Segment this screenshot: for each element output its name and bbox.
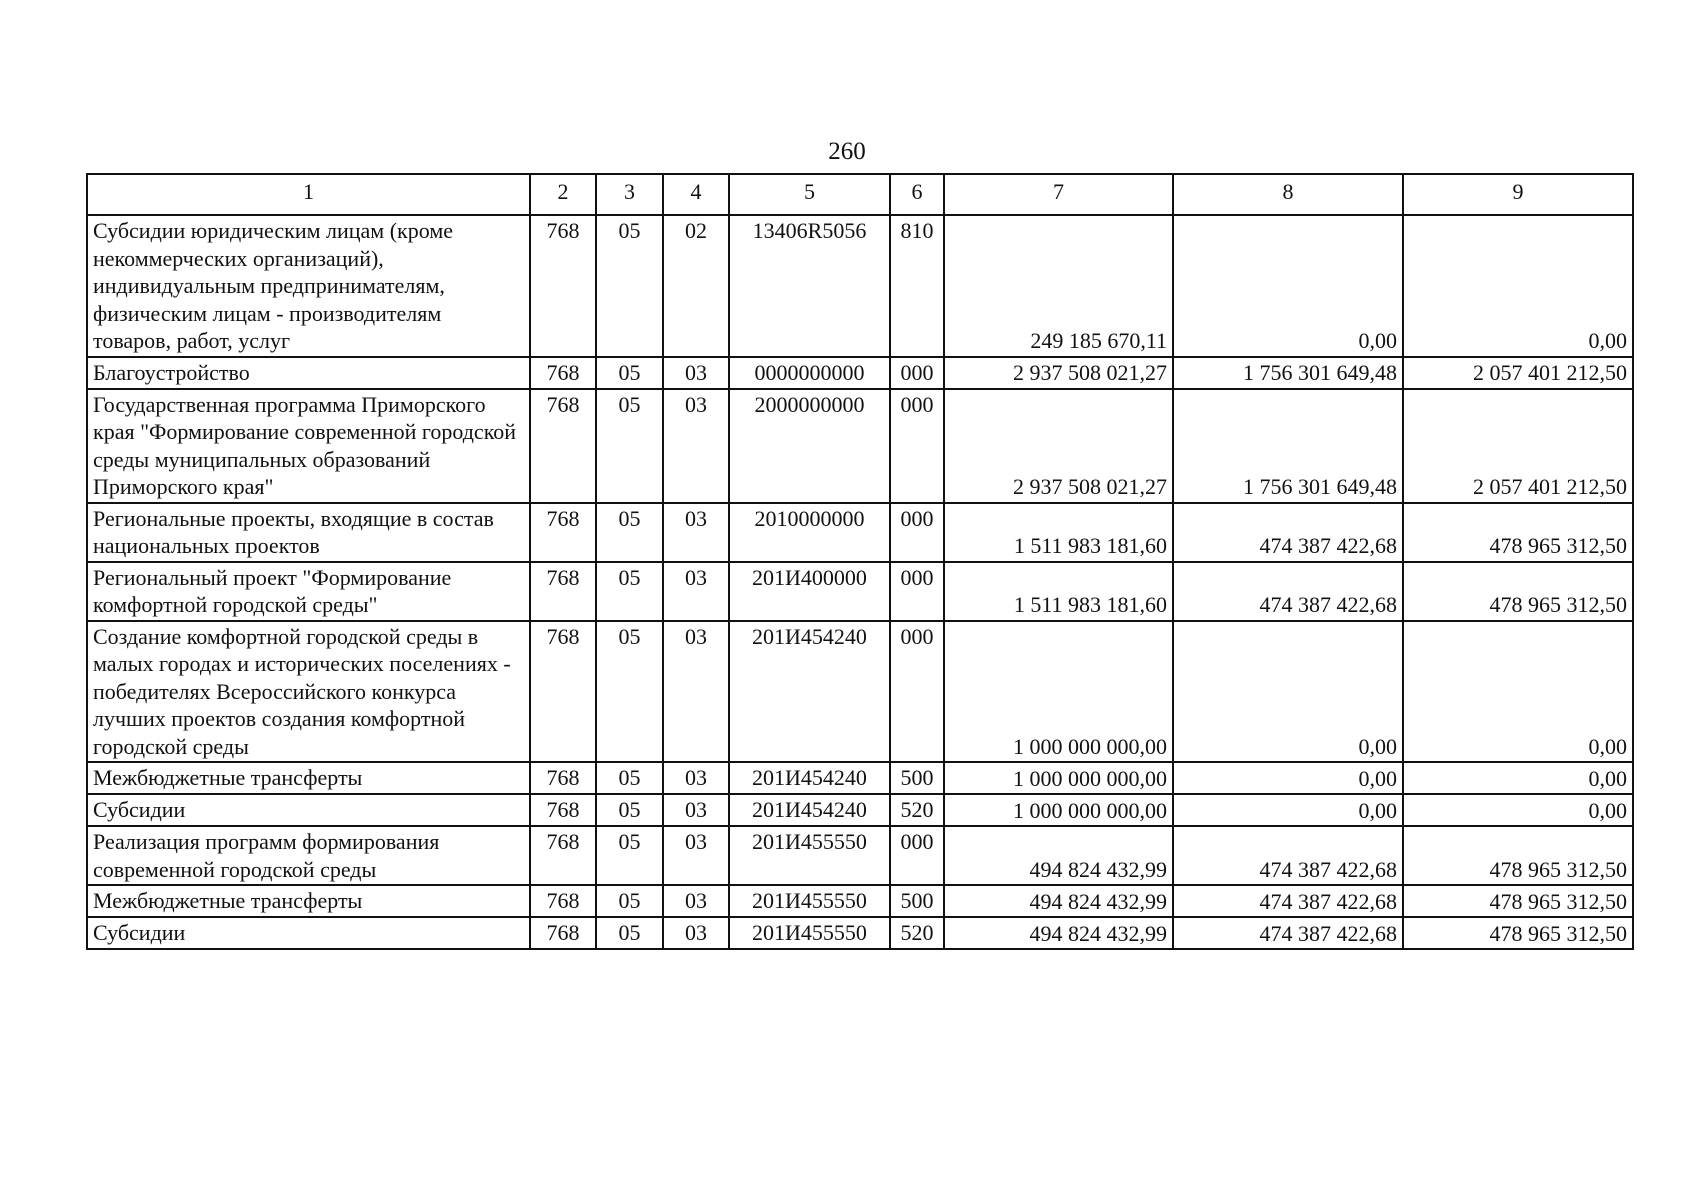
expense-type-cell: 500: [890, 762, 944, 794]
table-row: [87, 885, 1633, 917]
expense-type-cell: 000: [890, 503, 944, 562]
subsection-code-cell: 03: [663, 794, 729, 826]
table-row: [87, 917, 1633, 949]
expense-type-cell: 500: [890, 885, 944, 917]
column-header: 8: [1173, 174, 1403, 215]
table-row: [87, 562, 1633, 621]
amount-col8-cell: 474 387 422,68: [1173, 503, 1403, 562]
table-row: [87, 794, 1633, 826]
table-header-row: [87, 174, 1633, 215]
table-row: [87, 357, 1633, 389]
column-header: 4: [663, 174, 729, 215]
table-row: [87, 503, 1633, 562]
expense-type-cell: 000: [890, 621, 944, 763]
amount-col7-cell: 1 511 983 181,60: [944, 562, 1173, 621]
amount-col8-cell: 1 756 301 649,48: [1173, 357, 1403, 389]
amount-col8-cell: 0,00: [1173, 762, 1403, 794]
section-code-cell: 05: [596, 357, 663, 389]
table-row: [87, 215, 1633, 357]
section-code-cell: 05: [596, 917, 663, 949]
target-article-cell: 0000000000: [729, 357, 890, 389]
admin-code-cell: 768: [530, 826, 596, 885]
amount-col9-cell: 478 965 312,50: [1403, 885, 1633, 917]
subsection-code-cell: 03: [663, 562, 729, 621]
amount-col8-cell: 474 387 422,68: [1173, 885, 1403, 917]
section-code-cell: 05: [596, 885, 663, 917]
section-code-cell: 05: [596, 826, 663, 885]
column-header: 5: [729, 174, 890, 215]
amount-col7-cell: 2 937 508 021,27: [944, 389, 1173, 503]
admin-code-cell: 768: [530, 503, 596, 562]
target-article-cell: 2010000000: [729, 503, 890, 562]
amount-col7-cell: 2 937 508 021,27: [944, 357, 1173, 389]
amount-col8-cell: 0,00: [1173, 621, 1403, 763]
table-row: [87, 826, 1633, 885]
expense-type-cell: 000: [890, 389, 944, 503]
admin-code-cell: 768: [530, 562, 596, 621]
amount-col7-cell: 494 824 432,99: [944, 917, 1173, 949]
column-header: 6: [890, 174, 944, 215]
row-name-cell: Субсидии: [87, 794, 530, 826]
target-article-cell: 201И455550: [729, 917, 890, 949]
amount-col8-cell: 474 387 422,68: [1173, 826, 1403, 885]
subsection-code-cell: 03: [663, 503, 729, 562]
table-row: [87, 389, 1633, 503]
section-code-cell: 05: [596, 215, 663, 357]
amount-col7-cell: 1 000 000 000,00: [944, 794, 1173, 826]
amount-col9-cell: 478 965 312,50: [1403, 503, 1633, 562]
admin-code-cell: 768: [530, 621, 596, 763]
target-article-cell: 201И454240: [729, 621, 890, 763]
amount-col9-cell: 0,00: [1403, 762, 1633, 794]
section-code-cell: 05: [596, 794, 663, 826]
subsection-code-cell: 02: [663, 215, 729, 357]
expense-type-cell: 000: [890, 357, 944, 389]
amount-col9-cell: 478 965 312,50: [1403, 826, 1633, 885]
target-article-cell: 201И400000: [729, 562, 890, 621]
row-name-cell: Государственная программа Приморского края "Формирование современной городской среды муниципальных образований Приморского края": [87, 389, 530, 503]
expense-type-cell: 520: [890, 917, 944, 949]
row-name-cell: Региональный проект "Формирование комфортной городской среды": [87, 562, 530, 621]
row-name-cell: Субсидии юридическим лицам (кроме некоммерческих организаций), индивидуальным предпринимателям, физическим лицам - производителям товаров, работ, услуг: [87, 215, 530, 357]
admin-code-cell: 768: [530, 794, 596, 826]
section-code-cell: 05: [596, 562, 663, 621]
admin-code-cell: 768: [530, 885, 596, 917]
subsection-code-cell: 03: [663, 885, 729, 917]
target-article-cell: 201И455550: [729, 826, 890, 885]
row-name-cell: Межбюджетные трансферты: [87, 762, 530, 794]
admin-code-cell: 768: [530, 762, 596, 794]
subsection-code-cell: 03: [663, 917, 729, 949]
amount-col8-cell: 1 756 301 649,48: [1173, 389, 1403, 503]
column-header: 9: [1403, 174, 1633, 215]
amount-col8-cell: 474 387 422,68: [1173, 917, 1403, 949]
expense-type-cell: 810: [890, 215, 944, 357]
target-article-cell: 201И455550: [729, 885, 890, 917]
amount-col9-cell: 478 965 312,50: [1403, 917, 1633, 949]
admin-code-cell: 768: [530, 917, 596, 949]
section-code-cell: 05: [596, 762, 663, 794]
admin-code-cell: 768: [530, 389, 596, 503]
budget-table: [86, 173, 1634, 950]
amount-col7-cell: 1 000 000 000,00: [944, 621, 1173, 763]
admin-code-cell: 768: [530, 215, 596, 357]
amount-col7-cell: 494 824 432,99: [944, 826, 1173, 885]
section-code-cell: 05: [596, 503, 663, 562]
amount-col9-cell: 0,00: [1403, 794, 1633, 826]
amount-col9-cell: 0,00: [1403, 215, 1633, 357]
expense-type-cell: 520: [890, 794, 944, 826]
amount-col7-cell: 1 000 000 000,00: [944, 762, 1173, 794]
row-name-cell: Субсидии: [87, 917, 530, 949]
expense-type-cell: 000: [890, 826, 944, 885]
column-header: 2: [530, 174, 596, 215]
amount-col7-cell: 494 824 432,99: [944, 885, 1173, 917]
subsection-code-cell: 03: [663, 389, 729, 503]
target-article-cell: 201И454240: [729, 794, 890, 826]
amount-col7-cell: 1 511 983 181,60: [944, 503, 1173, 562]
column-header: 3: [596, 174, 663, 215]
table-row: [87, 621, 1633, 763]
row-name-cell: Создание комфортной городской среды в малых городах и исторических поселениях - победителях Всероссийского конкурса лучших проектов создания комфортной городской среды: [87, 621, 530, 763]
target-article-cell: 13406R5056: [729, 215, 890, 357]
subsection-code-cell: 03: [663, 826, 729, 885]
amount-col9-cell: 2 057 401 212,50: [1403, 357, 1633, 389]
section-code-cell: 05: [596, 621, 663, 763]
subsection-code-cell: 03: [663, 357, 729, 389]
amount-col9-cell: 0,00: [1403, 621, 1633, 763]
column-header: 7: [944, 174, 1173, 215]
row-name-cell: Межбюджетные трансферты: [87, 885, 530, 917]
section-code-cell: 05: [596, 389, 663, 503]
target-article-cell: 201И454240: [729, 762, 890, 794]
row-name-cell: Реализация программ формирования современной городской среды: [87, 826, 530, 885]
amount-col8-cell: 0,00: [1173, 215, 1403, 357]
subsection-code-cell: 03: [663, 621, 729, 763]
amount-col9-cell: 2 057 401 212,50: [1403, 389, 1633, 503]
page-number: 260: [828, 138, 866, 165]
admin-code-cell: 768: [530, 357, 596, 389]
row-name-cell: Благоустройство: [87, 357, 530, 389]
target-article-cell: 2000000000: [729, 389, 890, 503]
amount-col8-cell: 474 387 422,68: [1173, 562, 1403, 621]
table-row: [87, 762, 1633, 794]
row-name-cell: Региональные проекты, входящие в состав национальных проектов: [87, 503, 530, 562]
amount-col9-cell: 478 965 312,50: [1403, 562, 1633, 621]
expense-type-cell: 000: [890, 562, 944, 621]
column-header: 1: [87, 174, 530, 215]
subsection-code-cell: 03: [663, 762, 729, 794]
amount-col8-cell: 0,00: [1173, 794, 1403, 826]
amount-col7-cell: 249 185 670,11: [944, 215, 1173, 357]
